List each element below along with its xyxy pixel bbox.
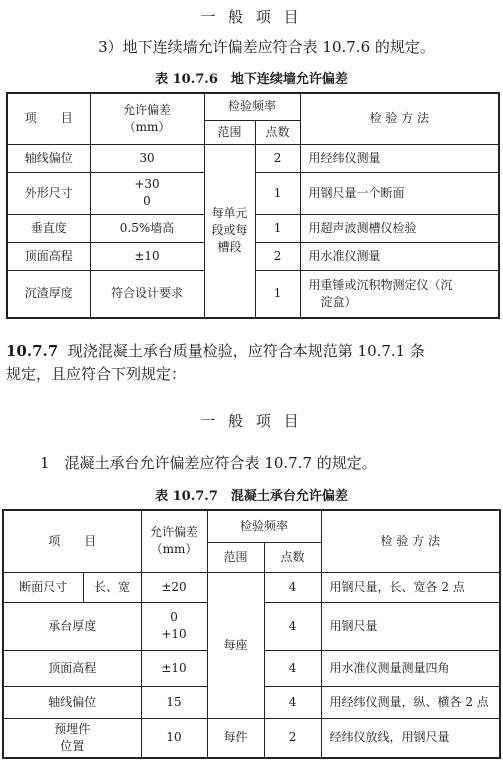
- table-1077-caption: 表 10.7.7 混凝土承台允许偏差: [155, 489, 348, 504]
- header-tolerance: 允许偏差 （mm）: [141, 510, 207, 572]
- header-item: 项 目: [3, 510, 141, 572]
- table-row: 预埋件 位置 10 每件 2 经纬仪放线，用钢尺量: [3, 718, 500, 758]
- table-row: 轴线偏位 15 4 用经纬仪测量，纵、横各 2 点: [3, 686, 500, 718]
- scope-merged-cell: 每座: [207, 572, 264, 718]
- scope-merged-cell: 每单元 段或每 槽段: [204, 144, 255, 318]
- table-row: 轴线偏位 30 每单元 段或每 槽段 2 用经纬仪测量: [7, 144, 499, 172]
- section-heading-general: 一 般 项 目: [200, 8, 303, 26]
- clause-1: 1 混凝土承台允许偏差应符合表 10.7.7 的规定。: [40, 454, 377, 472]
- clause-3: 3）地下连续墙允许偏差应符合表 10.7.6 的规定。: [98, 38, 435, 56]
- header-frequency: 检验频率: [204, 93, 300, 120]
- table-row: 断面尺寸 长、宽 ±20 每座 4 用钢尺量，长、宽各 2 点: [3, 572, 500, 602]
- header-points: 点数: [264, 542, 321, 572]
- section-heading-general-2: 一 般 项 目: [200, 412, 303, 430]
- header-frequency: 检验频率: [207, 510, 321, 542]
- header-scope: 范围: [204, 120, 255, 144]
- header-method: 检 验 方 法: [300, 93, 499, 144]
- header-item: 项 目: [7, 93, 90, 144]
- paragraph-1077: 10.7.7 现浇混凝土承台质量检验，应符合本规范第 10.7.1 条 规定，且应符合下列规定：: [6, 342, 425, 383]
- table-row: 垂直度 0.5%墙高 1 用超声波测槽仪检验: [7, 214, 499, 242]
- table-row: 顶面高程 ±10 4 用水准仪测量测量四角: [3, 650, 500, 686]
- table-1076-caption: 表 10.7.6 地下连续墙允许偏差: [155, 72, 348, 87]
- table-row: 外形尺寸 +30 0 1 用钢尺量一个断面: [7, 172, 499, 214]
- table-row: 沉渣厚度 符合设计要求 1 用重锤或沉积物测定仪（沉 淀盒）: [7, 270, 499, 318]
- header-tolerance: 允许偏差 （mm）: [90, 93, 204, 144]
- table-1077: [2, 509, 501, 759]
- header-points: 点数: [255, 120, 300, 144]
- table-row: 顶面高程 ±10 2 用水准仪测量: [7, 242, 499, 270]
- table-1076: [6, 92, 500, 319]
- header-method: 检 验 方 法: [321, 510, 500, 572]
- table-row: 承台厚度 0 +10 4 用钢尺量: [3, 602, 500, 650]
- header-scope: 范围: [207, 542, 264, 572]
